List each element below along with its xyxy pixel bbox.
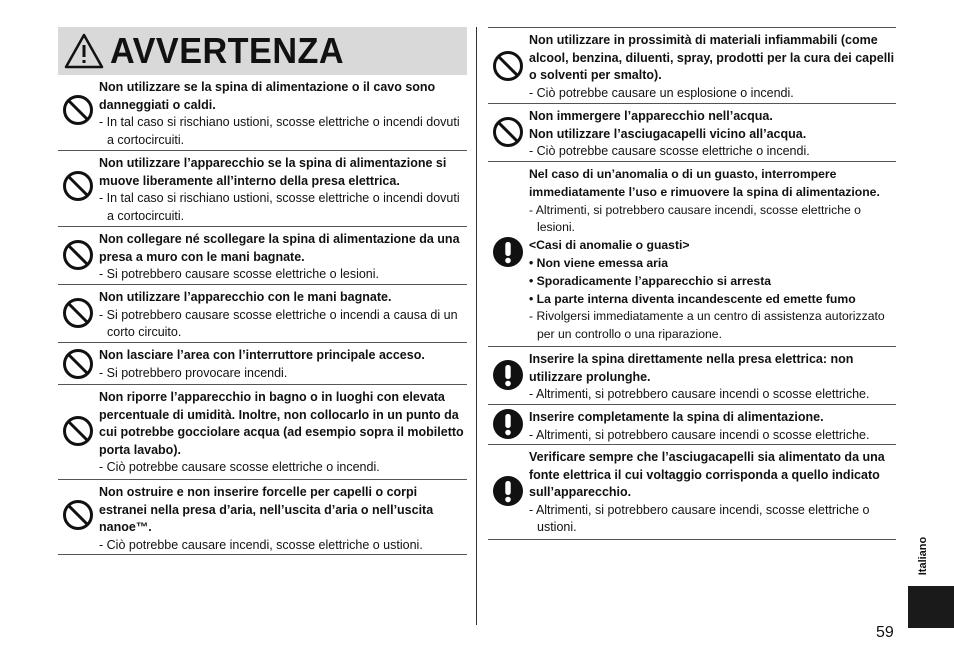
mandatory-exclamation-icon — [492, 359, 524, 391]
warning-header — [58, 27, 467, 75]
language-tab-label: Italiano — [917, 536, 929, 576]
bullet-item: • Non viene emessa aria — [529, 255, 669, 270]
warning-note: - Altrimenti, si potrebbero causare incendi o scosse elettriche. — [529, 387, 870, 402]
prohibition-icon — [62, 94, 94, 126]
list-item — [488, 162, 896, 347]
warning-text: Inserire completamente la spina di alimentazione. — [529, 410, 824, 424]
warning-note: - Altrimenti, si potrebbero causare incendi, scosse elettriche o ustioni. — [529, 502, 870, 535]
prohibition-icon — [62, 415, 94, 447]
list-item — [58, 343, 467, 385]
prohibition-icon — [62, 297, 94, 329]
list-item — [58, 75, 467, 151]
warning-text: Inserire la spina direttamente nella presa elettrica: non utilizzare prolunghe. — [529, 352, 854, 384]
warning-note: - Rivolgersi immediatamente a un centro di assistenza autorizzato per un controllo o una riparazione. — [529, 309, 885, 342]
warning-text: Non utilizzare in prossimità di materiali infiammabili (come alcool, benzina, diluenti, spray, prodotti per la cura dei capelli o solventi per smalto). — [529, 33, 895, 83]
list-item — [488, 445, 896, 540]
left-column — [58, 75, 467, 555]
mandatory-exclamation-icon — [492, 408, 524, 440]
warning-text: Non lasciare l’area con l’interruttore principale acceso. — [99, 348, 425, 362]
warning-text: Non collegare né scollegare la spina di alimentazione da una presa a muro con le mani bagnate. — [99, 232, 460, 264]
prohibition-icon — [492, 50, 524, 82]
warning-text: Non utilizzare l’apparecchio con le mani bagnate. — [99, 290, 392, 304]
warning-note: - Ciò potrebbe causare incendi, scosse elettriche o ustioni. — [99, 537, 423, 552]
bullet-item: • La parte interna diventa incandescente ed emette fumo — [529, 291, 856, 306]
warning-text: Nel caso di un’anomalia o di un guasto, interrompere immediatamente l’uso e rimuovere la spina di alimentazione. — [529, 167, 880, 199]
list-item — [488, 104, 896, 162]
prohibition-icon — [62, 170, 94, 202]
page-title: AVVERTENZA — [110, 30, 345, 71]
prohibition-icon — [492, 116, 524, 148]
list-item — [58, 151, 467, 227]
prohibition-icon — [62, 348, 94, 380]
warning-text: Non ostruire e non inserire forcelle per capelli o corpi estranei nella presa d’aria, nell’uscita d’aria o nell’uscita nanoe™. — [99, 485, 434, 535]
list-item — [488, 405, 896, 445]
warning-note: - In tal caso si rischiano ustioni, scosse elettriche o incendi dovuti a cortocircuiti. — [99, 115, 460, 147]
list-item — [58, 285, 467, 343]
warning-text: Non utilizzare se la spina di alimentazione o il cavo sono danneggiati o caldi. — [99, 80, 436, 112]
warning-text: Non riporre l’apparecchio in bagno o in luoghi con elevata percentuale di umidità. Inoltre, non collocarlo in un punto da cui potrebbe gocciolare acqua (ad esempio sopra il mobiletto porta lavabo). — [99, 390, 464, 457]
sub-heading: <Casi di anomalie o guasti> — [529, 238, 690, 253]
warning-note: - Altrimenti, si potrebbero causare incendi o scosse elettriche. — [529, 427, 870, 442]
prohibition-icon — [62, 239, 94, 271]
bullet-item: • Sporadicamente l’apparecchio si arresta — [529, 273, 772, 288]
mandatory-exclamation-icon — [492, 236, 524, 268]
warning-text: Non utilizzare l’asciugacapelli vicino all’acqua. — [529, 126, 807, 141]
warning-note: - Ciò potrebbe causare scosse elettriche o incendi. — [529, 144, 810, 159]
warning-note: - Ciò potrebbe causare un esplosione o incendi. — [529, 85, 794, 100]
warning-text: Non immergere l’apparecchio nell’acqua. — [529, 109, 773, 123]
warning-text: Non utilizzare l’apparecchio se la spina di alimentazione si muove liberamente all’interno della presa elettrica. — [99, 156, 447, 188]
list-item — [488, 28, 896, 104]
warning-note: - Si potrebbero causare scosse elettriche o incendi a causa di un corto circuito. — [99, 307, 458, 340]
list-item — [58, 480, 467, 555]
list-item — [488, 347, 896, 405]
warning-note: - In tal caso si rischiano ustioni, scosse elettriche o incendi dovuti a cortocircuiti. — [99, 191, 460, 223]
warning-text: Verificare sempre che l’asciugacapelli sia alimentato da una fonte elettrica il cui voltaggio corrisponda a quello indicato sull’apparecchio. — [529, 450, 885, 500]
warning-note: - Si potrebbero provocare incendi. — [99, 365, 288, 380]
list-item — [58, 385, 467, 480]
warning-note: - Si potrebbero causare scosse elettriche o lesioni. — [99, 267, 380, 282]
prohibition-icon — [62, 499, 94, 531]
column-divider — [476, 27, 477, 625]
list-item — [58, 227, 467, 285]
warning-triangle-icon — [64, 33, 104, 69]
language-tab — [908, 586, 954, 628]
right-column — [488, 27, 896, 540]
page-number: 59 — [876, 624, 894, 641]
warning-note: - Altrimenti, si potrebbero causare incendi, scosse elettriche o lesioni. — [529, 202, 861, 235]
mandatory-exclamation-icon — [492, 475, 524, 507]
warning-note: - Ciò potrebbe causare scosse elettriche o incendi. — [99, 460, 380, 475]
